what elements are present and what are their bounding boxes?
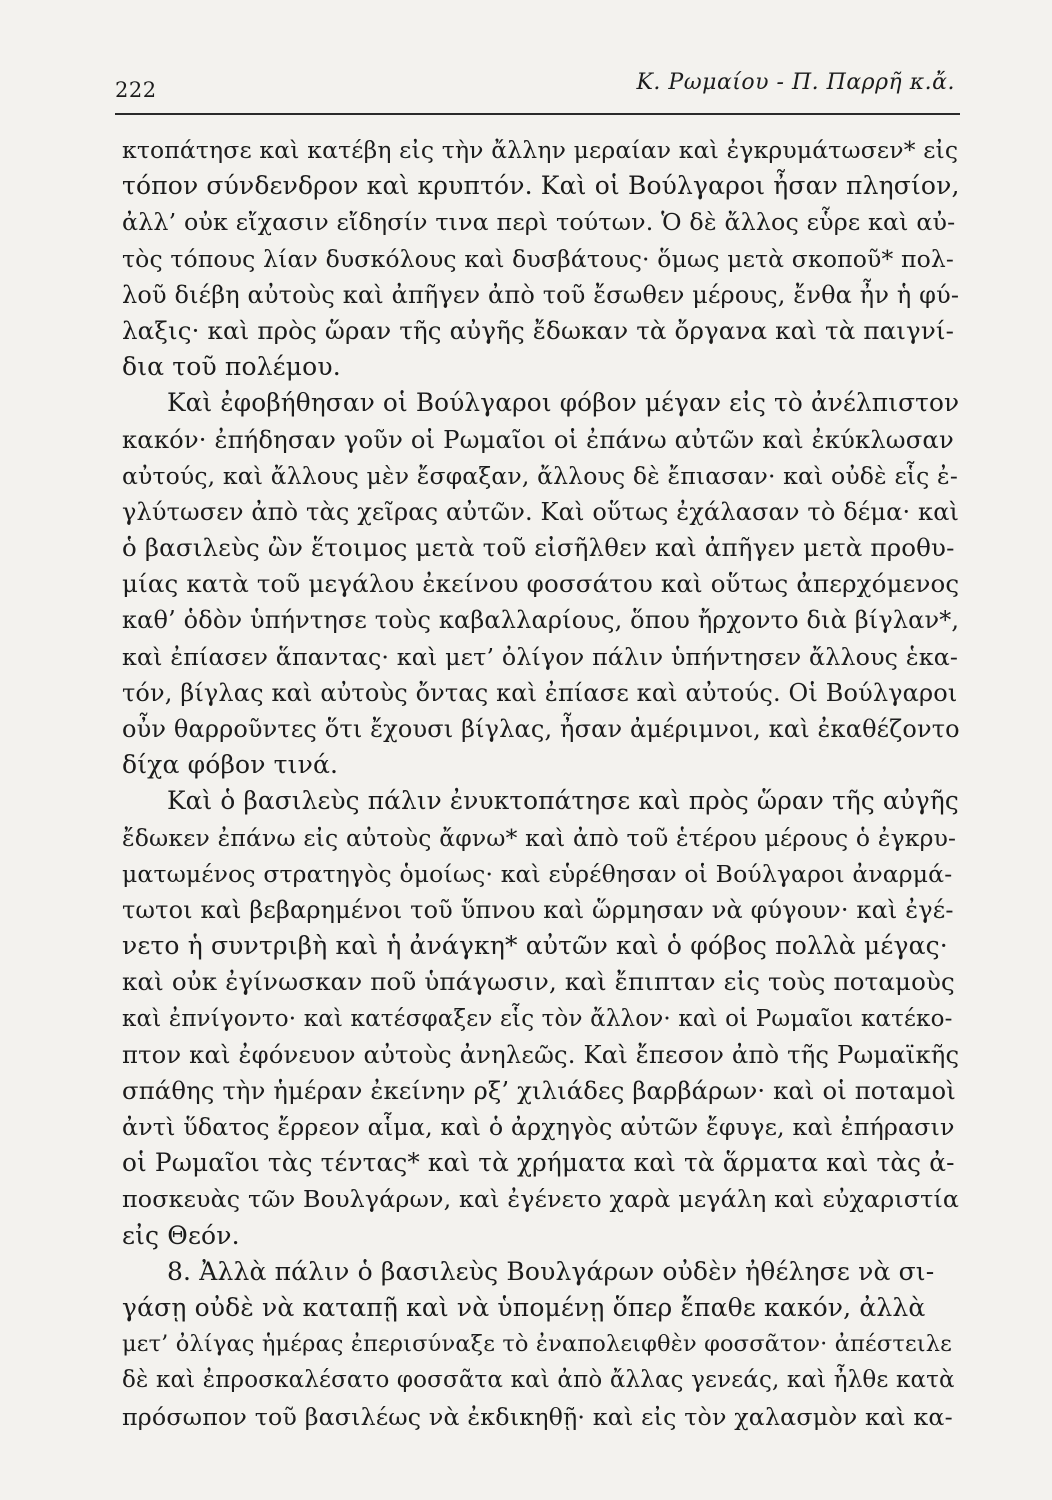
text-line: ἀλλ’ οὐκ εἴχασιν εἴδησίν τινα περὶ τούτων. Ὁ δὲ ἄλλος εὗρε καὶ αὐ- (122, 208, 956, 237)
text-line: μίας κατὰ τοῦ μεγάλου ἐκείνου φοσσάτου καὶ οὕτως ἀπερχόμενος (122, 569, 960, 599)
text-line: οὖν θαρροῦντες ὅτι ἔχουσι βίγλας, ἦσαν ἀμέριμνοι, καὶ ἐκαθέζοντο (122, 715, 960, 743)
page-header (115, 70, 955, 110)
text-line: Καὶ ἐφοβήθησαν οἱ Βούλγαροι φόβον μέγαν εἰς τὸ ἀνέλπιστον (167, 388, 960, 418)
text-line: λοῦ διέβη αὐτοὺς καὶ ἀπῆγεν ἀπὸ τοῦ ἔσωθεν μέρους, ἔνθα ἦν ἡ φύ- (122, 280, 960, 309)
text-line: ἔδωκεν ἐπάνω εἰς αὐτοὺς ἄφνω* καὶ ἀπὸ τοῦ ἑτέρου μέρους ὁ ἐγκρυ- (122, 823, 957, 852)
text-line: καθ’ ὁδὸν ὑπήντησε τοὺς καβαλλαρίους, ὅπου ἤρχοντο διὰ βίγλαν*, (122, 606, 960, 635)
text-line: κακόν· ἐπήδησαν γοῦν οἱ Ρωμαῖοι οἱ ἐπάνω αὐτῶν καὶ ἐκύκλωσαν (122, 424, 954, 454)
text-line: κτοπάτησε καὶ κατέβη εἰς τὴν ἄλλην μεραίαν καὶ ἐγκρυμάτωσεν* εἰς (122, 136, 959, 164)
text-line: ματωμένος στρατηγὸς ὁμοίως· καὶ εὑρέθησαν οἱ Βούλγαροι ἀναρμά- (122, 859, 953, 888)
text-line: Καὶ ὁ βασιλεὺς πάλιν ἐνυκτοπάτησε καὶ πρὸς ὥραν τῆς αὐγῆς (167, 786, 959, 816)
text-line: πτον καὶ ἐφόνευον αὐτοὺς ἀνηλεῶς. Καὶ ἔπεσον ἀπὸ τῆς Ρωμαϊκῆς (122, 1039, 960, 1069)
text-line: ὁ βασιλεὺς ὢν ἕτοιμος μετὰ τοῦ εἰσῆλθεν καὶ ἀπῆγεν μετὰ προθυ- (122, 533, 955, 563)
text-line: καὶ οὐκ ἐγίνωσκαν ποῦ ὑπάγωσιν, καὶ ἔπιπταν εἰς τοὺς ποταμοὺς (122, 967, 955, 997)
page-number: 222 (115, 78, 157, 102)
text-line: τὸς τόπους λίαν δυσκόλους καὶ δυσβάτους· ὅμως μετὰ σκοποῦ* πολ- (122, 244, 955, 273)
text-line: δίχα φόβον τινά. (122, 750, 339, 780)
text-line: λαξις· καὶ πρὸς ὥραν τῆς αὐγῆς ἔδωκαν τὰ ὄργανα καὶ τὰ παιγνί- (122, 315, 955, 345)
text-line: καὶ ἐπνίγοντο· καὶ κατέσφαξεν εἷς τὸν ἄλλον· καὶ οἱ Ρωμαῖοι κατέκο- (122, 1005, 953, 1032)
text-line: δὲ καὶ ἐπροσκαλέσατο φοσσᾶτα καὶ ἀπὸ ἄλλας γενεάς, καὶ ἦλθε κατὰ (122, 1367, 955, 1394)
text-line: ποσκευὰς τῶν Βουλγάρων, καὶ ἐγένετο χαρὰ μεγάλη καὶ εὐχαριστία (122, 1185, 960, 1214)
text-line: σπάθης τὴν ἡμέραν ἐκείνην ρξ’ χιλιάδες βαρβάρων· καὶ οἱ ποταμοὶ (122, 1075, 956, 1105)
text-line: ἀντὶ ὕδατος ἔρρεον αἷμα, καὶ ὁ ἀρχηγὸς αὐτῶν ἔφυγε, καὶ ἐπήρασιν (122, 1113, 955, 1142)
text-line: νετο ἡ συντριβὴ καὶ ἡ ἀνάγκη* αὐτῶν καὶ ὁ φόβος πολλὰ μέγας· (122, 931, 948, 961)
text-line: μετ’ ὀλίγας ἡμέρας ἐπερισύναξε τὸ ἐναπολειφθὲν φοσσᾶτον· ἀπέστειλε (122, 1331, 952, 1358)
text-line: εἰς Θεόν. (122, 1220, 240, 1250)
text-line: δια τοῦ πολέμου. (122, 352, 341, 382)
text-line: πρόσωπον τοῦ βασιλέως νὰ ἐκδικηθῇ· καὶ εἰς τὸν χαλασμὸν καὶ κα- (122, 1402, 953, 1431)
text-line: τόν, βίγλας καὶ αὐτοὺς ὄντας καὶ ἐπίασε καὶ αὐτούς. Οἱ Βούλγαροι (122, 678, 958, 707)
text-line: αὐτούς, καὶ ἄλλους μὲν ἔσφαξαν, ἄλλους δὲ ἔπιασαν· καὶ οὐδὲ εἷς ἐ- (122, 461, 958, 490)
header-rule (115, 113, 960, 115)
text-line: καὶ ἐπίασεν ἅπαντας· καὶ μετ’ ὀλίγον πάλιν ὑπήντησεν ἄλλους ἑκα- (122, 642, 959, 671)
text-line: 8. Ἀλλὰ πάλιν ὁ βασιλεὺς Βουλγάρων οὐδὲν ἠθέλησε νὰ σι- (167, 1256, 935, 1286)
text-line: γάσῃ οὐδὲ νὰ καταπῇ καὶ νὰ ὑπομένῃ ὅπερ ἔπαθε κακόν, ἀλλὰ (122, 1293, 926, 1322)
text-line: γλύτωσεν ἀπὸ τὰς χεῖρας αὐτῶν. Καὶ οὕτως ἐχάλασαν τὸ δέμα· καὶ (122, 497, 960, 526)
text-line: τόπον σύνδενδρον καὶ κρυπτόν. Καὶ οἱ Βούλγαροι ἦσαν πλησίον, (122, 171, 960, 201)
body-text (122, 132, 962, 1435)
running-head: Κ. Ρωμαίου - Π. Παρρῆ κ.ἄ. (636, 70, 955, 95)
text-line: τωτοι καὶ βεβαρημένοι τοῦ ὕπνου καὶ ὥρμησαν νὰ φύγουν· καὶ ἐγέ- (122, 895, 954, 924)
text-line: οἱ Ρωμαῖοι τὰς τέντας* καὶ τὰ χρήματα καὶ τὰ ἅρματα καὶ τὰς ἀ- (122, 1148, 955, 1178)
